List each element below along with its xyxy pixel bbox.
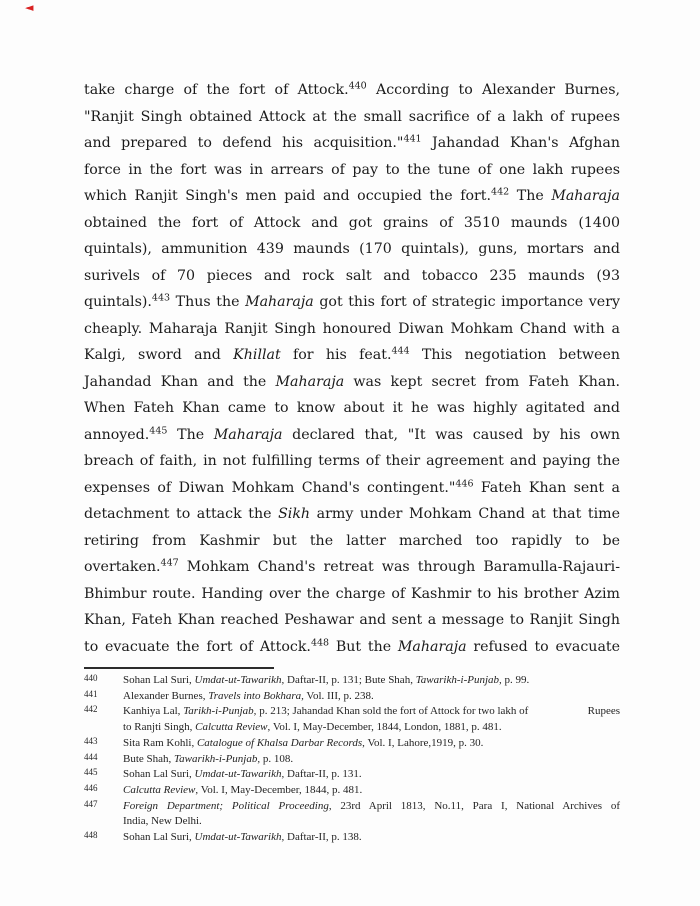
text-segment: Maharaja — [397, 638, 467, 655]
text-segment: Travels into Bokhara, — [208, 689, 304, 702]
text-segment: Khan, Fateh Khan reached Peshawar and sent a message to Ranjit Singh — [84, 612, 620, 628]
footnote-line — [123, 752, 620, 768]
text-segment: force in the fort was in arrears of pay to the tune of one lakh rupees — [84, 161, 620, 178]
text-segment: was kept secret from Fateh Khan. — [344, 373, 620, 390]
footnote-line — [123, 689, 620, 705]
text-segment: , Vol. I, May-December, 1844, p. 481. — [195, 783, 363, 796]
text-segment: Sohan Lal Suri, — [123, 831, 195, 844]
text-segment: Daftar-II, p. 131; Bute Shah, — [284, 674, 416, 686]
text-segment: which Ranjit Singh's men paid and occupied the fort. — [84, 188, 492, 204]
footnote-number: 444 — [84, 751, 98, 762]
body-line — [84, 263, 620, 290]
text-segment: expenses of Diwan Mohkam Chand's contingent." — [84, 479, 456, 496]
body-line — [84, 130, 620, 157]
body-text — [84, 77, 620, 660]
red-cursor-marker: ◄ — [25, 1, 34, 14]
footnote-line — [123, 799, 620, 815]
body-line — [84, 581, 620, 608]
text-segment: Calcutta Review — [123, 783, 196, 796]
text-segment: , Vol. I, Lahore,1919, p. 30. — [362, 736, 484, 749]
text-segment: When Fateh Khan came to know about it he was highly agitated and — [84, 400, 620, 416]
footnote-line — [123, 830, 620, 846]
text-segment: Khillat — [233, 347, 281, 363]
footnote-ref: 445 — [149, 424, 168, 436]
footnote-number: 445 — [84, 767, 98, 778]
footnote-ref: 443 — [151, 292, 171, 304]
text-segment: India, New Delhi. — [123, 815, 202, 828]
text-segment: Maharaja — [275, 373, 345, 390]
text-segment: Jahandad Khan and the — [84, 373, 276, 390]
text-segment: quintals), ammunition 439 maunds (170 quintals), guns, mortars and — [84, 241, 620, 257]
text-segment: p. 213; Jahandad Khan sold the fort of Attock for two lakh of — [256, 705, 529, 718]
footnote-number: 448 — [84, 830, 98, 841]
body-line — [84, 77, 620, 104]
footnote-text — [123, 736, 620, 752]
footnote-line — [123, 767, 620, 783]
text-segment: Fateh Khan sent a — [473, 479, 620, 496]
footnote-item — [84, 767, 620, 783]
text-segment: , Vol. I, May-December, 1844, London, 1881, p. 481. — [267, 721, 502, 734]
body-line — [84, 395, 620, 422]
text-segment: Maharaja — [245, 294, 314, 310]
footnote-ref: 446 — [455, 477, 474, 489]
footnote-item — [84, 783, 620, 799]
body-line — [84, 210, 620, 237]
text-segment: Daftar-II, p. 131. — [284, 768, 362, 781]
text-segment: Kanhiya Lal, — [123, 705, 184, 718]
text-segment: Maharaja — [551, 188, 620, 204]
body-line — [84, 183, 620, 210]
text-segment: Vol. III, p. 238. — [303, 689, 374, 702]
text-segment: Jahandad Khan's Afghan — [421, 135, 621, 151]
body-line — [84, 607, 620, 634]
text-segment: retiring from Kashmir but the latter marched too rapidly to be — [84, 532, 620, 549]
footnote-ref: 441 — [403, 133, 422, 145]
footnote-text — [123, 704, 620, 735]
text-segment: to Ranjti Singh, — [123, 721, 196, 734]
text-segment: p. 108. — [260, 752, 294, 765]
body-line — [84, 369, 620, 396]
text-segment: declared that, "It was caused by his own — [282, 426, 620, 443]
text-segment: Foreign Department; Political Proceeding — [123, 799, 329, 812]
text-segment: Rupees — [587, 705, 620, 718]
text-segment: Sohan Lal Suri, — [123, 674, 195, 686]
text-segment: Sikh — [278, 506, 311, 522]
text-segment: obtained the fort of Attock and got grains of 3510 maunds (1400 — [84, 214, 620, 231]
body-line — [84, 634, 620, 661]
text-segment: Thus the — [170, 294, 246, 310]
footnote-item — [84, 752, 620, 768]
footnote-item — [84, 799, 620, 830]
text-segment: Tawarikh-i-Punjab, — [174, 752, 261, 765]
text-segment: Maharaja — [213, 426, 283, 443]
body-line — [84, 448, 620, 475]
text-segment: army under Mohkam Chand at that time — [310, 506, 620, 522]
footnote-number: 442 — [84, 704, 98, 715]
text-segment: Sohan Lal Suri, — [123, 768, 195, 781]
footnote-text — [123, 673, 620, 689]
text-segment: Bute Shah, — [123, 752, 175, 765]
text-segment: , 23rd April 1813, No.11, Para I, National Archives of — [328, 799, 620, 812]
body-line — [84, 475, 620, 502]
body-line — [84, 422, 620, 449]
text-segment: But the — [329, 638, 398, 655]
text-segment: Sita Ram Kohli, — [123, 736, 197, 749]
text-segment: detachment to attack the — [84, 506, 279, 522]
footnote-number: 447 — [84, 798, 98, 809]
body-line — [84, 501, 620, 528]
footnote-ref: 444 — [391, 345, 410, 357]
body-line — [84, 104, 620, 131]
footnote-item — [84, 689, 620, 705]
text-segment: Mohkam Chand's retreat was through Baramulla-Rajauri- — [178, 559, 620, 575]
footnote-item — [84, 704, 620, 735]
text-segment: Daftar-II, p. 138. — [284, 831, 362, 844]
footnote-item — [84, 673, 620, 689]
footnote-text — [123, 830, 620, 846]
text-segment: Umdat-ut-Tawarikh, — [194, 831, 285, 844]
text-segment: surivels of 70 pieces and rock salt and tobacco 235 maunds (93 — [84, 267, 620, 284]
footnote-ref: 447 — [160, 557, 179, 569]
footnote-ref: 440 — [348, 80, 367, 92]
text-segment: Tarikh-i-Punjab, — [183, 705, 257, 718]
text-segment: The — [509, 188, 552, 204]
text-segment: p. 99. — [501, 674, 530, 686]
text-segment: cheaply. Maharaja Ranjit Singh honoured Diwan Mohkam Chand with a — [84, 320, 620, 337]
text-segment: for his feat. — [280, 347, 392, 363]
text-segment: "Ranjit Singh obtained Attock at the small sacrifice of a lakh of rupees — [84, 108, 620, 125]
footnote-text — [123, 689, 620, 705]
footnote-text — [123, 799, 620, 830]
footnote-text — [123, 752, 620, 768]
text-segment: This negotiation between — [409, 347, 620, 363]
text-segment: refused to evacuate — [466, 638, 620, 655]
footnote-line — [123, 814, 620, 830]
footnote-ref: 442 — [491, 186, 510, 198]
text-segment: According to Alexander Burnes, — [366, 82, 620, 98]
text-segment — [123, 704, 528, 720]
text-segment: and prepared to defend his acquisition." — [84, 135, 404, 151]
body-line — [84, 342, 620, 369]
footnote-text — [123, 767, 620, 783]
text-segment: Kalgi, sword and — [84, 347, 234, 363]
body-line — [84, 554, 620, 581]
footnote-item — [84, 736, 620, 752]
text-segment: The — [167, 426, 214, 443]
text-segment: quintals). — [84, 294, 152, 310]
text-segment: Umdat-ut-Tawarikh, — [194, 674, 285, 686]
footnote-number: 443 — [84, 735, 98, 746]
footnotes-list — [84, 673, 620, 846]
body-line — [84, 157, 620, 184]
footnote-line — [123, 720, 620, 736]
text-segment: Bhimbur route. Handing over the charge of Kashmir to his brother Azim — [84, 585, 620, 602]
footnote-line — [123, 704, 620, 720]
footnote-text — [123, 783, 620, 799]
text-segment: overtaken. — [84, 559, 161, 575]
text-segment: Umdat-ut-Tawarikh, — [194, 768, 285, 781]
text-segment: take charge of the fort of Attock. — [84, 82, 349, 98]
text-segment: Catalogue of Khalsa Darbar Records — [196, 736, 363, 749]
body-line — [84, 289, 620, 316]
body-line — [84, 316, 620, 343]
footnote-number: 441 — [84, 688, 98, 699]
footnote-line — [123, 783, 620, 799]
footnote-line — [123, 736, 620, 752]
text-segment: Calcutta Review — [195, 721, 268, 734]
footnote-number: 446 — [84, 782, 98, 793]
body-line — [84, 236, 620, 263]
text-segment: Tawarikh-i-Punjab, — [415, 674, 502, 686]
footnote-ref: 448 — [310, 636, 330, 648]
footnote-number: 440 — [84, 673, 98, 683]
text-segment: annoyed. — [84, 426, 150, 443]
footnote-separator — [84, 667, 274, 669]
footnote-item — [84, 830, 620, 846]
body-line — [84, 528, 620, 555]
footnote-line — [123, 673, 620, 689]
text-segment: got this fort of strategic importance very — [313, 294, 620, 310]
text-segment: to evacuate the fort of Attock. — [84, 638, 311, 655]
text-segment: breach of faith, in not fulfilling terms of their agreement and paying the — [84, 453, 620, 469]
text-segment: Alexander Burnes, — [123, 689, 209, 702]
